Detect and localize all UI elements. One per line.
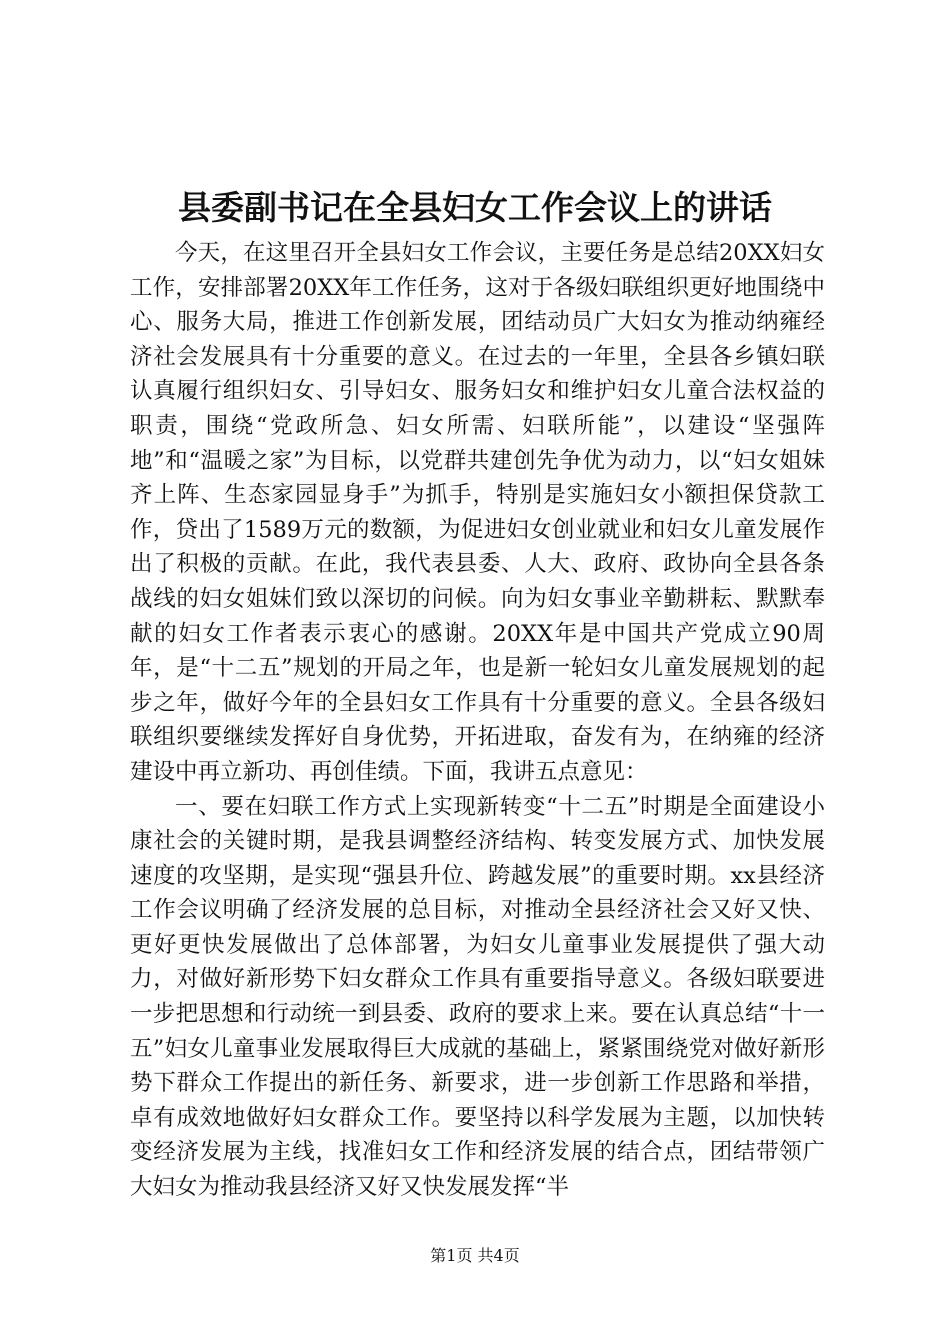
page-footer: 第1页 共4页 — [430, 1246, 520, 1265]
paragraph-section-one: 一、要在妇联工作方式上实现新转变“十二五”时期是全面建设小康社会的关键时期，是我县调整经济结构、转变发展方式、加快发展速度的攻坚期，是实现“强县升位、跨越发展”的重要时期。xx县经济工作会议明确了经济发展的总目标，对推动全县经济社会又好又快、更好更快发展做出了总体部署，为妇女儿童事业发展提供了强大动力，对做好新形势下妇女群众工作具有重要指导意义。各级妇联要进一步把思想和行动统一到县委、政府的要求上来。要在认真总结“十一五”妇女儿童事业发展取得巨大成就的基础上，紧紧围绕党对做好新形势下群众工作提出的新任务、新要求，进一步创新工作思路和举措，卓有成效地做好妇女群众工作。要坚持以科学发展为主题，以加快转变经济发展为主线，找准妇女工作和经济发展的结合点，团结带领广大妇女为推动我县经济又好又快发展发挥“半 — [130, 793, 825, 1201]
paragraph-intro: 今天，在这里召开全县妇女工作会议，主要任务是总结20XX妇女工作，安排部署20XX年工作任务，这对于各级妇联组织更好地围绕中心、服务大局，推进工作创新发展，团结动员广大妇女为推动纳雍经济社会发展具有十分重要的意义。在过去的一年里，全县各乡镇妇联认真履行组织妇女、引导妇女、服务妇女和维护妇女儿童合法权益的职责，围绕“党政所急、妇女所需、妇联所能”，以建设“坚强阵地”和“温暖之家”为目标，以党群共建创先争优为动力，以“妇女姐妹齐上阵、生态家园显身手”为抓手，特别是实施妇女小额担保贷款工作，贷出了1589万元的数额，为促进妇女创业就业和妇女儿童发展作出了积极的贡献。在此，我代表县委、人大、政府、政协向全县各条战线的妇女姐妹们致以深切的问候。向为妇女事业辛勤耕耘、默默奉献的妇女工作者表示衷心的感谢。20XX年是中国共产党成立90周年，是“十二五”规划的开局之年，也是新一轮妇女儿童发展规划的起步之年，做好今年的全县妇女工作具有十分重要的意义。全县各级妇联组织要继续发挥好自身优势，开拓进取，奋发有为，在纳雍的经济建设中再立新功、再创佳绩。下面，我讲五点意见： — [130, 240, 825, 785]
document-body — [130, 236, 825, 1205]
document-title: 县委副书记在全县妇女工作会议上的讲话 — [178, 188, 772, 227]
